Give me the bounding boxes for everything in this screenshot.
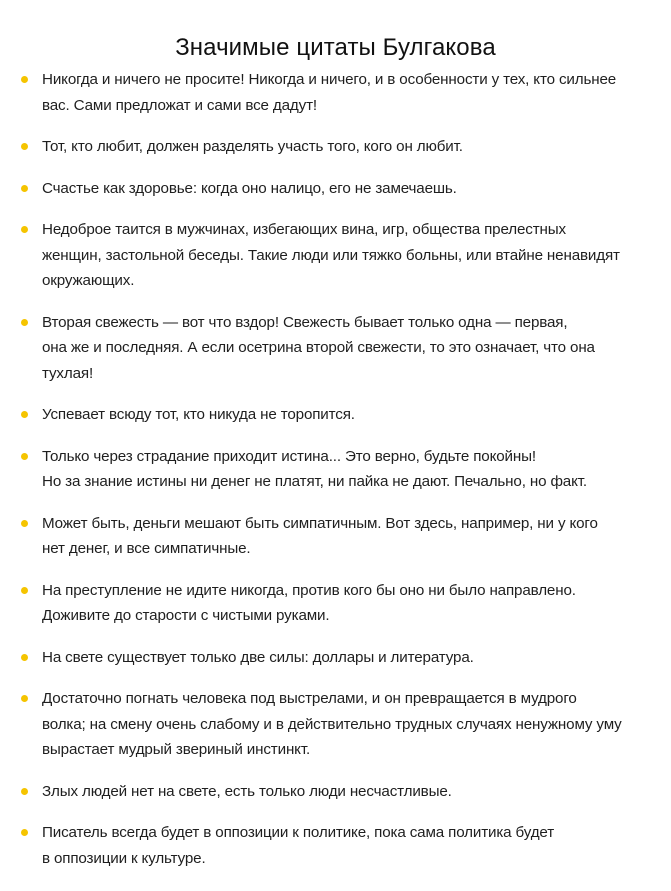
bullet-icon xyxy=(21,695,28,702)
list-item xyxy=(0,176,671,202)
bullet-icon xyxy=(21,520,28,527)
list-item xyxy=(0,402,671,428)
quote-text: Тот, кто любит, должен разделять участь того, кого он любит. xyxy=(42,138,463,155)
list-item xyxy=(0,779,671,805)
quote-list xyxy=(0,67,671,887)
list-item xyxy=(0,578,671,629)
bullet-icon xyxy=(21,185,28,192)
quote-text: Достаточно погнать человека под выстрелами, и он превращается в мудрого волка; на смену очень слабому и в действительно трудных случаях ненужному уму вырастает мудрый звериный инстинкт. xyxy=(42,690,622,758)
bullet-icon xyxy=(21,411,28,418)
bullet-icon xyxy=(21,143,28,150)
quote-text: Писатель всегда будет в оппозиции к политике, пока сама политика будет в оппозиции к культуре. xyxy=(42,824,555,867)
quote-text: Только через страдание приходит истина... Это верно, будьте покойны! Но за знание истины ни денег не платят, ни пайка не дают. Печально, но факт. xyxy=(42,447,587,490)
bullet-icon xyxy=(21,654,28,661)
list-item xyxy=(0,310,671,387)
quote-text: На свете существует только две силы: доллары и литература. xyxy=(42,648,474,666)
quote-text: Злых людей нет на свете, есть только люди несчастливые. xyxy=(42,782,452,800)
bullet-icon xyxy=(21,319,28,326)
quote-text: Никогда и ничего не просите! Никогда и ничего, и в особенности у тех, кто сильнее вас. Сами предложат и сами все дадут! xyxy=(42,71,617,114)
list-item xyxy=(0,820,671,871)
page-title: Значимые цитаты Булгакова xyxy=(175,34,496,61)
list-item xyxy=(0,217,671,294)
bullet-icon xyxy=(21,453,28,460)
list-item xyxy=(0,686,671,763)
quote-text: На преступление не идите никогда, против кого бы оно ни было направлено. Доживите до старости с чистыми руками. xyxy=(42,581,576,624)
quote-text: Вторая свежесть — вот что вздор! Свежесть бывает только одна — первая, она же и последняя. А если осетрина второй свежести, то это означает, что она тухлая! xyxy=(42,313,595,382)
quote-text: Счастье как здоровье: когда оно налицо, его не замечаешь. xyxy=(42,179,457,197)
bullet-icon xyxy=(21,76,28,83)
bullet-icon xyxy=(21,587,28,594)
bullet-icon xyxy=(21,829,28,836)
bullet-icon xyxy=(21,226,28,233)
bullet-icon xyxy=(21,788,28,795)
list-item xyxy=(0,444,671,495)
quote-text: Недоброе таится в мужчинах, избегающих вина, игр, общества прелестных женщин, застольной беседы. Такие люди или тяжко больны, или втайне ненавидят окружающих. xyxy=(42,221,620,289)
list-item xyxy=(0,67,671,118)
list-item xyxy=(0,511,671,562)
quote-text: Может быть, деньги мешают быть симпатичным. Вот здесь, например, ни у кого нет денег, и все симпатичные. xyxy=(42,514,598,557)
quote-text: Успевает всюду тот, кто никуда не торопится. xyxy=(42,406,355,423)
list-item xyxy=(0,134,671,160)
list-item xyxy=(0,645,671,671)
